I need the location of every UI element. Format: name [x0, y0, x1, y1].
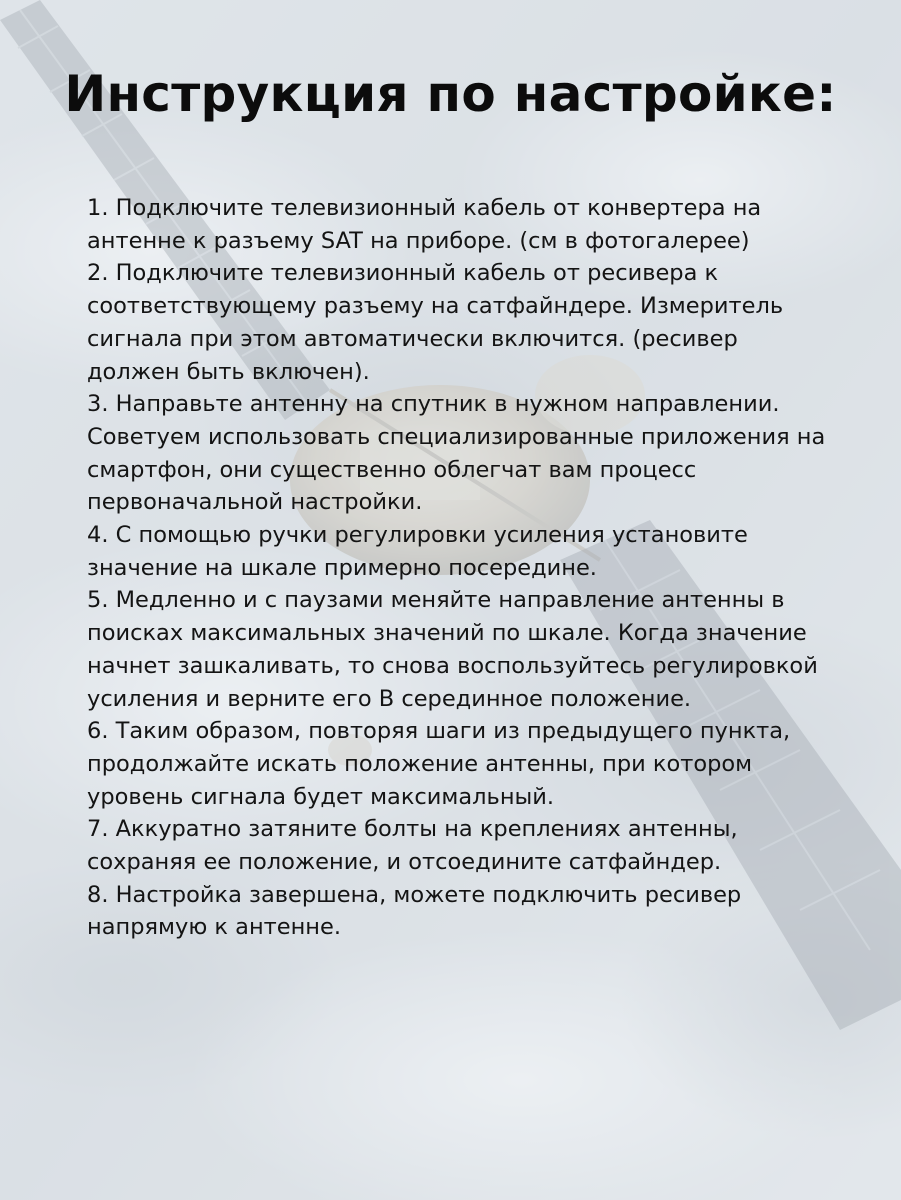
step-4: 4. С помощью ручки регулировки усиления установите значение на шкале примерно посередине. — [87, 522, 748, 581]
page-title: Инструкция по настройке: — [64, 65, 837, 123]
step-8: 8. Настройка завершена, можете подключить ресивер напрямую к антенне. — [87, 881, 742, 941]
step-5: 5. Медленно и с паузами меняйте направление антенны в поисках максимальных значений по шкале. Когда значение начнет зашкаливать, то снова воспользуйтесь регулировкой усиления и верните его В серединное положение. — [87, 587, 818, 712]
step-3: 3. Направьте антенну на спутник в нужном направлении. Советуем использовать специализированные приложения на смартфон, они существенно облегчат вам процесс первоначальной настройки. — [87, 391, 826, 516]
step-6: 6. Таким образом, повторяя шаги из предыдущего пункта, продолжайте искать положение антенны, при котором уровень сигнала будет максимальный. — [87, 718, 791, 810]
step-7: 7. Аккуратно затяните болты на креплениях антенны, сохраняя ее положение, и отсоедините сатфайндер. — [87, 816, 738, 876]
step-1: 1. Подключите телевизионный кабель от конвертера на антенне к разъему SAT на приборе. (см в фотогалерее) — [87, 195, 762, 254]
instruction-steps — [87, 192, 827, 944]
step-2: 2. Подключите телевизионный кабель от ресивера к соответствующему разъему на сатфайндере. Измеритель сигнала при этом автоматически включится. (ресивер должен быть включен). — [87, 260, 784, 385]
